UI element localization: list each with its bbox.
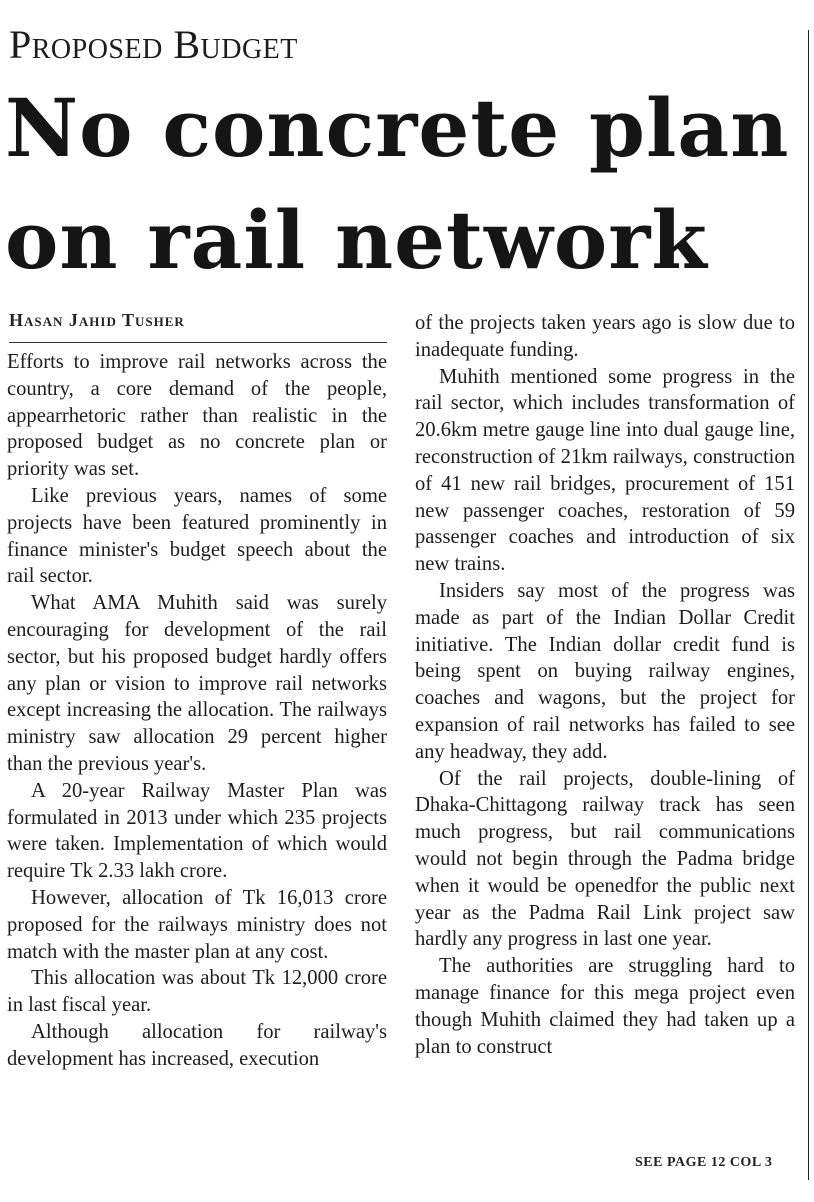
article-column-left bbox=[7, 349, 387, 1073]
paragraph: The authorities are struggling hard to manage finance for this mega project even though Muhith claimed they had taken up a plan to construct bbox=[415, 955, 795, 1058]
paragraph: Efforts to improve rail networks across the country, a core demand of the people, appearrhetoric rather than realistic in the proposed budget as no concrete plan or priority was set. bbox=[7, 351, 387, 481]
paragraph: Like previous years, names of some projects have been featured prominently in finance minister's budget speech about the rail sector. bbox=[7, 484, 387, 588]
paragraph: Muhith mentioned some progress in the rail sector, which includes transformation of 20.6km metre gauge line into dual gauge line, reconstruction of 21km railways, construction of 41 new rail bridges, procurement of 151 new passenger coaches, restoration of 59 passenger coaches and introduction of six new trains. bbox=[415, 365, 795, 576]
column-rule bbox=[808, 30, 809, 1180]
paragraph: What AMA Muhith said was surely encouraging for development of the rail sector, but his proposed budget hardly offers any plan or vision to improve rail networks except increasing the allocation. The railways ministry saw allocation 29 percent higher than the previous year's. bbox=[7, 592, 387, 775]
continuation-jump-line: SEE PAGE 12 COL 3 bbox=[635, 1155, 773, 1170]
byline-divider bbox=[9, 342, 387, 343]
paragraph: of the projects taken years ago is slow due to inadequate funding. bbox=[415, 312, 795, 361]
paragraph: Of the rail projects, double-lining of Dhaka-Chittagong railway track has seen much progress, but rail communications would not begin through the Padma bridge when it would be openedfor the public next year as the Padma Rail Link project saw hardly any progress in last one year. bbox=[415, 767, 795, 951]
article-column-right bbox=[415, 310, 795, 1060]
paragraph: Although allocation for railway's development has increased, execution bbox=[7, 1020, 387, 1070]
paragraph: However, allocation of Tk 16,013 crore proposed for the railways ministry does not match with the master plan at any cost. bbox=[7, 886, 387, 963]
paragraph: This allocation was about Tk 12,000 crore in last fiscal year. bbox=[7, 967, 387, 1017]
paragraph: A 20-year Railway Master Plan was formulated in 2013 under which 235 projects were taken. Implementation of which would require Tk 2.33 lakh crore. bbox=[7, 779, 387, 883]
paragraph: Insiders say most of the progress was made as part of the Indian Dollar Credit initiative. The Indian dollar credit fund is being spent on buying railway engines, coaches and wagons, but the project for expansion of rail networks has failed to see any headway, they add. bbox=[415, 579, 795, 763]
kicker: Proposed Budget bbox=[9, 22, 298, 67]
headline: No concrete plan on rail network bbox=[5, 81, 790, 287]
byline: Hasan Jahid Tusher bbox=[9, 310, 185, 330]
